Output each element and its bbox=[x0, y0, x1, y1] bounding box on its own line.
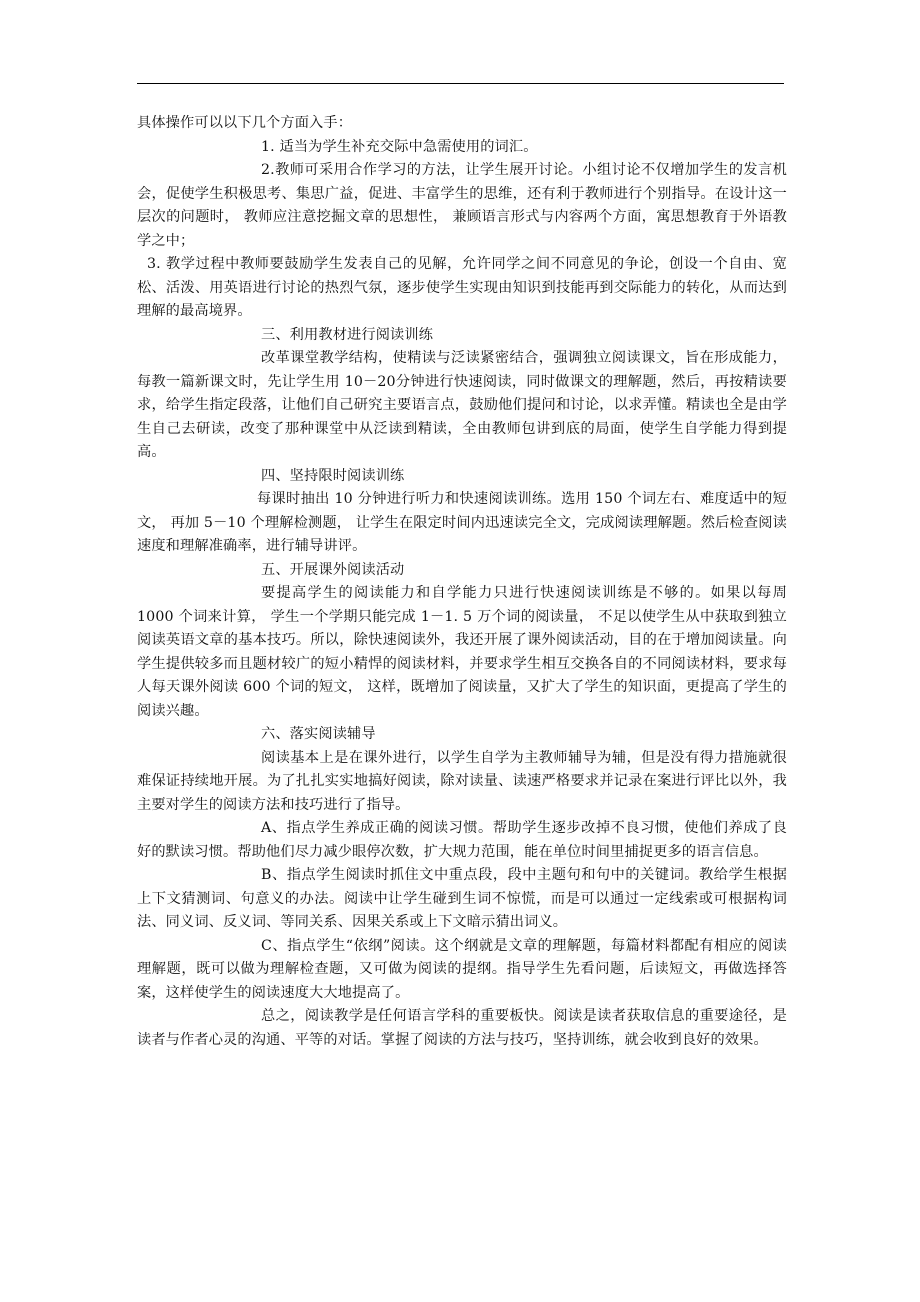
section-5-body: 要提高学生的阅读能力和自学能力只进行快速阅读训练是不够的。如果以每周 1000 个词来计算， 学生一个学期只能完成 1－1. 5 万个词的阅读量， 不足以使学生从中获取到独立阅读英语文章的基本技巧。所以，除快速阅读外，我还开展了课外阅读活动，目的在于增加阅读量。向学生提供较多而且题材较广的短小精悍的阅读材料，并要求学生相互交换各自的不同阅读材料，要求每人每天课外阅读 600 个词的短文， 这样，既增加了阅读量，又扩大了学生的知识面，更提高了学生的阅读兴趣。 bbox=[137, 585, 787, 719]
document-body bbox=[137, 112, 787, 1052]
point-b: B、指点学生阅读时抓住文中重点段，段中主题句和句中的关键词。教给学生根据上下文猜测词、句意义的办法。阅读中让学生碰到生词不惊慌，而是可以通过一定线索或可根据构词法、同义词、反义词、等同关系、因果关系或上下文暗示猜出词义。 bbox=[137, 867, 787, 930]
section-4-heading: 四、坚持限时阅读训练 bbox=[261, 467, 405, 484]
section-3-body: 改革课堂教学结构，使精读与泛读紧密结合，强调独立阅读课文，旨在形成能力，每教一篇新课文时，先让学生用 10－20分钟进行快速阅读，同时做课文的理解题，然后，再按精读要求，给学生指定段落，让他们自己研究主要语言点，鼓励他们提问和讨论，以求弄懂。精读也全是由学生自己去研读，改变了那种课堂中从泛读到精读，全由教师包讲到底的局面，使学生自学能力得到提高。 bbox=[137, 350, 787, 460]
section-3-heading: 三、利用教材进行阅读训练 bbox=[261, 326, 434, 343]
section-5-heading: 五、开展课外阅读活动 bbox=[261, 561, 405, 578]
point-c: C、指点学生“依纲”阅读。这个纲就是文章的理解题，每篇材料都配有相应的阅读理解题，既可以做为理解检查题，又可做为阅读的提纲。指导学生先看问题，后读短文，再做选择答案，这样使学生的阅读速度大大地提高了。 bbox=[137, 937, 787, 1001]
list-item-2: 2.教师可采用合作学习的方法，让学生展开讨论。小组讨论不仅增加学生的发言机会，促使学生积极思考、集思广益，促进、丰富学生的思维，还有利于教师进行个别指导。在设计这一层次的问题时， 教师应注意挖掘文章的思想性， 兼顾语言形式与内容两个方面，寓思想教育于外语教学之中； bbox=[137, 162, 787, 249]
section-6-heading: 六、落实阅读辅导 bbox=[261, 726, 376, 742]
intro-line: 具体操作可以以下几个方面入手： bbox=[137, 115, 353, 131]
conclusion-paragraph: 总之，阅读教学是任何语言学科的重要板快。阅读是读者获取信息的重要途径，是读者与作者心灵的沟通、平等的对话。掌握了阅读的方法与技巧，坚持训练，就会收到良好的效果。 bbox=[137, 1008, 787, 1048]
point-a: A、指点学生养成正确的阅读习惯。帮助学生逐步改掉不良习惯，使他们养成了良好的默读习惯。帮助他们尽力减少眼停次数，扩大规力范围，能在单位时间里捕捉更多的语言信息。 bbox=[137, 820, 787, 860]
list-item-3: 3. 教学过程中教师要鼓励学生发表自己的见解，允许同学之间不同意见的争论，创设一个自由、宽松、活泼、用英语进行讨论的热烈气氛，逐步使学生实现由知识到技能再到交际能力的转化，从而达到理解的最高境界。 bbox=[137, 256, 787, 319]
list-item-1: 1. 适当为学生补充交际中急需使用的词汇。 bbox=[261, 138, 538, 155]
section-4-body: 每课时抽出 10 分钟进行听力和快速阅读训练。选用 150 个词左右、难度适中的短文， 再加 5－10 个理解检测题， 让学生在限定时间内迅速读完全文，完成阅读理解题。然后检查阅读速度和理解准确率，进行辅导讲评。 bbox=[137, 491, 787, 554]
header-rule bbox=[137, 83, 784, 84]
section-6-body: 阅读基本上是在课外进行，以学生自学为主教师辅导为辅，但是没有得力措施就很难保证持续地开展。为了扎扎实实地搞好阅读，除对读量、读速严格要求并记录在案进行评比以外，我主要对学生的阅读方法和技巧进行了指导。 bbox=[137, 749, 787, 813]
